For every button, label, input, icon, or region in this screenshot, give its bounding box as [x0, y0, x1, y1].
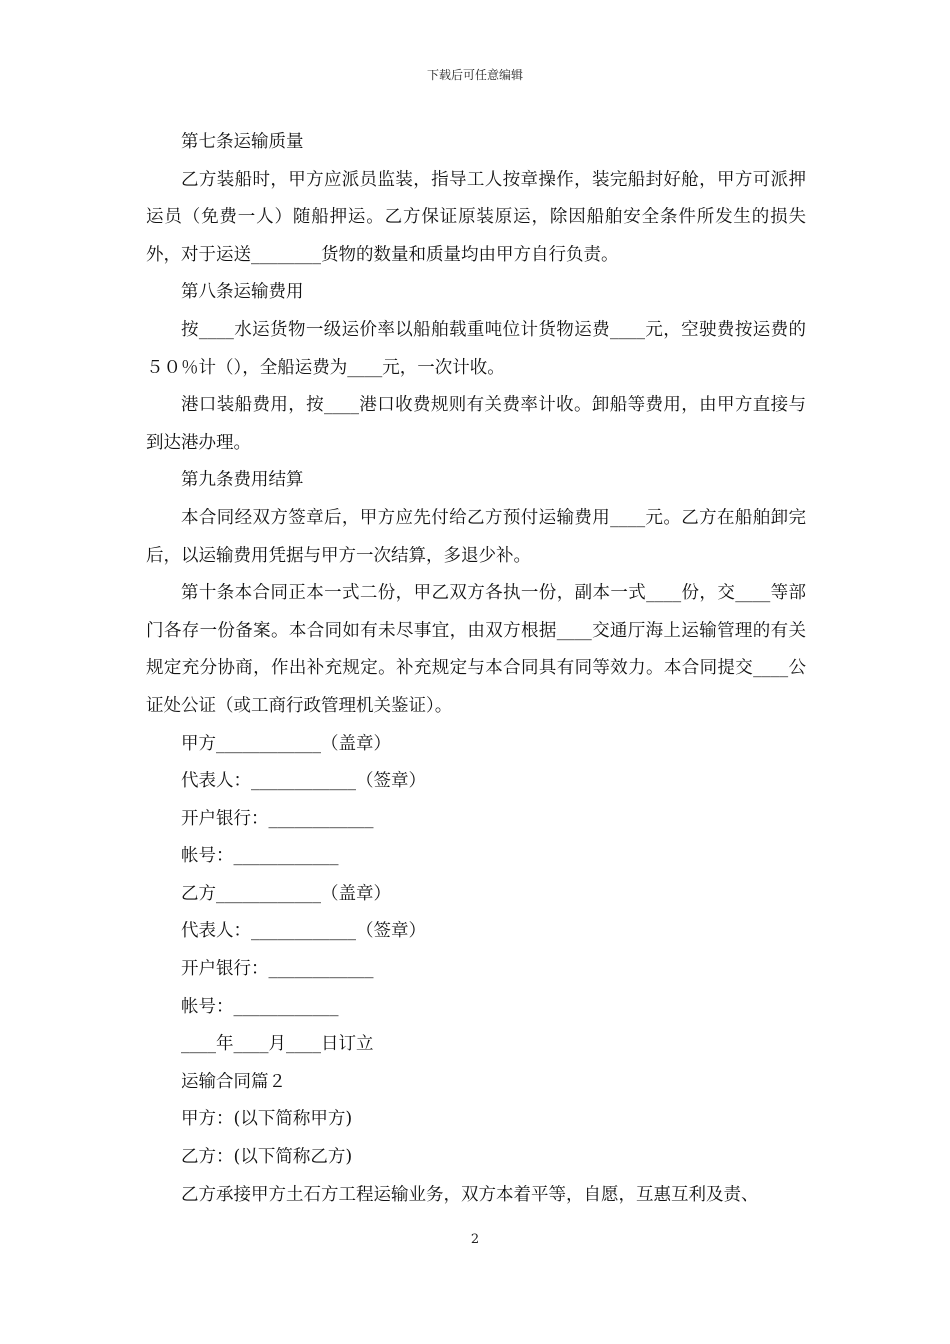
article-9-heading: 第九条费用结算 [181, 470, 304, 491]
party-b-account: 帐号：____________ [181, 996, 339, 1017]
party-a-representative: 代表人：____________（签章） [181, 771, 426, 792]
page-number: 2 [470, 1232, 480, 1247]
signing-date: ____年____月____日订立 [181, 1034, 374, 1055]
article-7-heading: 第七条运输质量 [181, 132, 304, 152]
article-10-body: 第十条本合同正本一式二份，甲乙双方各执一份，副本一式____份，交____等部门各存一份备案。本合同如有未尽事宜，由双方根据____交通厅海上运输管理的有关规定充分协商，作出补充规定。补充规定与本合同具有同等效力。本合同提交____公证处公证（或工商行政管理机关鉴证）。 [146, 583, 806, 716]
article-8-body-2: 港口装船费用，按____港口收费规则有关费率计收。卸船等费用，由甲方直接与到达港办理。 [146, 395, 806, 453]
contract-2-party-b: 乙方：(以下简称乙方) [181, 1147, 353, 1168]
article-8-body-1: 按____水运货物一级运价率以船舶载重吨位计货物运费____元，空驶费按运费的５０％计（），全船运费为____元，一次计收。 [146, 319, 806, 378]
party-a-bank: 开户银行：____________ [181, 808, 374, 829]
article-8-heading: 第八条运输费用 [181, 282, 304, 303]
party-a-account: 帐号：____________ [181, 846, 339, 867]
document-body [146, 124, 806, 1214]
party-b-signature: 乙方____________（盖章） [181, 883, 391, 904]
party-b-bank: 开户银行：____________ [181, 959, 374, 980]
article-9-body: 本合同经双方签章后，甲方应先付给乙方预付运输费用____元。乙方在船舶卸完后，以运输费用凭据与甲方一次结算，多退少补。 [146, 507, 806, 566]
contract-2-party-a: 甲方：(以下简称甲方) [181, 1109, 353, 1130]
party-b-representative: 代表人：____________（签章） [181, 921, 426, 942]
page-header: 下载后可任意编辑 [426, 68, 523, 82]
contract-2-intro: 乙方承接甲方土石方工程运输业务，双方本着平等，自愿，互惠互利及责、 [181, 1184, 759, 1205]
contract-2-title: 运输合同篇２ [181, 1071, 286, 1092]
article-7-body: 乙方装船时，甲方应派员监装，指导工人按章操作，装完船封好舱，甲方可派押运员（免费一人）随船押运。乙方保证原装原运，除因船舶安全条件所发生的损失外，对于运送________货物的数量和质量均由甲方自行负责。 [146, 169, 806, 265]
party-a-signature: 甲方____________（盖章） [181, 733, 391, 754]
